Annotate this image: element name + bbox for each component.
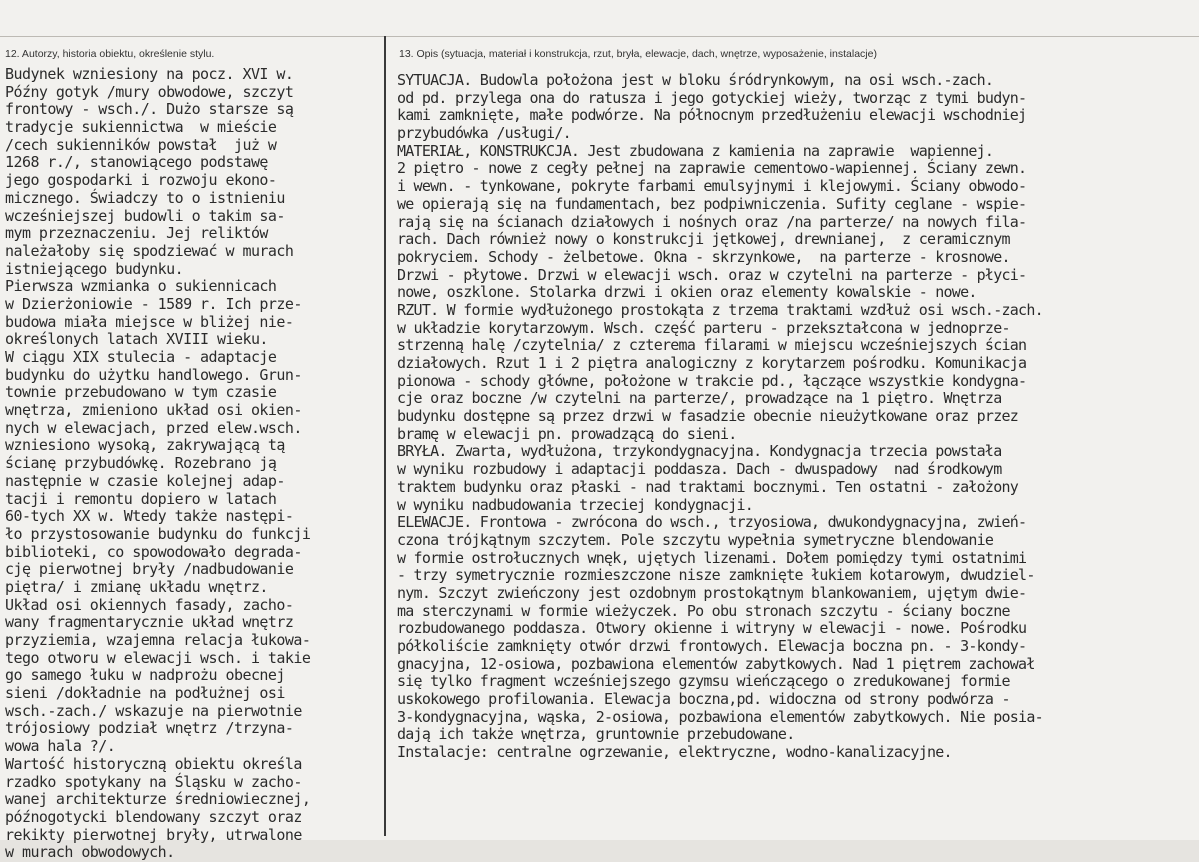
description-text-line: działowych. Rzut 1 i 2 piętra analogiczny z korytarzem pośrodku. Komunikacja <box>397 354 1027 372</box>
history-text-line: późnogotycki blendowany szczyt oraz <box>5 807 302 826</box>
history-text-line: W ciągu XIX stulecia - adaptacje <box>5 348 277 366</box>
description-text-line: Instalacje: centralne ogrzewanie, elektryczne, wodno-kanalizacyjne. <box>397 743 952 762</box>
history-text-line: nych w elewacjach, przed elew.wsch. <box>5 418 302 437</box>
history-text-line: w murach obwodowych. <box>5 843 175 862</box>
description-text-line: ma sterczynami w formie wieżyczek. Po obu stronach szczytu - ściany boczne <box>397 601 1010 620</box>
description-text-line: MATERIAŁ, KONSTRUKCJA. Jest zbudowana z kamienia na zaprawie wapiennej. <box>397 141 994 160</box>
description-text-line: Drzwi - płytowe. Drzwi w elewacji wsch. oraz w czytelni na parterze - płyci- <box>397 265 1027 284</box>
history-text-line: tacji i remontu dopiero w latach <box>5 489 277 508</box>
history-text-line: istniejącego budynku. <box>5 259 184 278</box>
history-text-line: /cech sukienników powstał już w <box>5 135 277 154</box>
section-13-header: 13. Opis (sytuacja, materiał i konstrukcja, rzut, bryła, elewacje, dach, wnętrze, wyposażenie, instalacje) <box>399 48 877 60</box>
description-text-line: i wewn. - tynkowane, pokryte farbami emulsyjnymi i klejowymi. Ściany obwodo- <box>397 177 1027 196</box>
description-text-line: przybudówka /usługi/. <box>397 124 571 143</box>
description-text-line: nym. Szczyt zwieńczony jest ozdobnym prostokątnym blankowaniem, ujętym dwie- <box>397 583 1027 602</box>
description-text-line: cje oraz boczne /w czytelni na parterze/, prowadzące na 1 piętro. Wnętrza <box>397 389 1002 408</box>
history-text-line: należałoby się spodziewać w murach <box>5 241 294 260</box>
history-text-line: Budynek wzniesiony na pocz. XVI w. <box>5 66 294 83</box>
description-text-line: w wyniku rozbudowy i adaptacji poddasza. Dach - dwuspadowy nad środkowym <box>397 460 1002 479</box>
history-text-line: wanej architekturze średniowiecznej, <box>5 790 311 809</box>
history-text-line: tradycje sukiennictwa w mieście <box>5 118 277 137</box>
history-text-line: wany fragmentarycznie układ wnętrz <box>5 613 294 632</box>
history-text-line: jego gospodarki i rozwoju ekono- <box>5 171 277 190</box>
history-text-line: Późny gotyk /mury obwodowe, szczyt <box>5 82 294 101</box>
top-rule <box>0 36 1199 37</box>
description-text-line: w formie ostrołucznych wnęk, ujętych lizenami. Dołem pomiędzy tymi ostatnimi <box>397 548 1027 567</box>
description-text-line: czona trójkątnym szczytem. Pole szczytu wypełnia symetryczne blendowanie <box>397 530 994 549</box>
history-text-line: budowa miała miejsce w bliżej nie- <box>5 312 294 331</box>
description-text-line: 3-kondygnacyjna, wąska, 2-osiowa, pozbawiona elementów zabytkowych. Nie posia- <box>397 707 1043 726</box>
description-text-line: 2 piętro - nowe z cegły pełnej na zaprawie cementowo-wapiennej. Ściany zewn. <box>397 159 1027 178</box>
history-text-line: cję pierwotnej bryły /nadbudowanie <box>5 560 294 579</box>
description-text-line: w wyniku nadbudowania trzeciej kondygnacji. <box>397 495 754 514</box>
description-text-line: ELEWACJE. Frontowa - zwrócona do wsch., trzyosiowa, dwukondygnacyjna, zwień- <box>397 513 1027 532</box>
description-text-line: rają się na ścianach działowych i nośnych oraz /na parterze/ na nowych fila- <box>397 212 1027 231</box>
history-text-column <box>5 66 381 862</box>
description-text-line: budynku dostępne są przez drzwi w fasadzie obecnie nieużytkowane oraz przez <box>397 407 1019 426</box>
history-text-line: określonych latach XVIII wieku. <box>5 330 268 349</box>
description-text-line: od pd. przylega ona do ratusza i jego gotyckiej wieży, tworząc z tymi budyn- <box>397 88 1027 107</box>
history-text-line: Układ osi okiennych fasady, zacho- <box>5 595 294 614</box>
history-text-line: townie przebudowano w tym czasie <box>5 383 277 402</box>
history-text-line: biblioteki, co spowodowało degrada- <box>5 542 302 561</box>
description-text-line: pokryciem. Schody - żelbetowe. Okna - skrzynkowe, na parterze - krosnowe. <box>397 247 1010 266</box>
description-text-line: się tylko fragment wcześniejszego gzymsu wieńczącego o zredukowanej formie <box>397 672 1010 691</box>
history-text-line: wowa hala ?/. <box>5 737 116 756</box>
history-text-line: 1268 r./, stanowiącego podstawę <box>5 153 268 172</box>
history-text-line: wzniesiono wysoką, zakrywającą tą <box>5 436 285 455</box>
description-text-line: nowe, oszklone. Stolarka drzwi i okien oraz elementy kowalskie - nowe. <box>397 283 977 302</box>
description-text-line: rozbudowanego poddasza. Otwory okienne i witryny w elewacji - nowe. Pośrodku <box>397 619 1027 638</box>
section-12-header: 12. Autorzy, historia obiektu, określenie stylu. <box>5 48 215 60</box>
description-text-line: traktem budynku oraz płaski - nad traktami bocznymi. Ten ostatni - założony <box>397 477 1019 496</box>
history-text-line: rzadko spotykany na Śląsku w zacho- <box>5 772 302 791</box>
history-text-line: piętra/ i zmianę układu wnętrz. <box>5 577 268 596</box>
description-text-line: dają ich także wnętrza, gruntownie przebudowane. <box>397 725 795 744</box>
description-text-line: - trzy symetrycznie rozmieszczone nisze zamknięte łukiem kotarowym, dwudziel- <box>397 566 1035 585</box>
description-text-line: w układzie korytarzowym. Wsch. część parteru - przekształcona w jednoprze- <box>397 318 1010 337</box>
history-text-line: wsch.-zach./ wskazuje na pierwotnie <box>5 701 302 720</box>
history-text-line: Wartość historyczną obiektu określa <box>5 754 302 773</box>
history-text-line: ścianę przybudówkę. Rozebrano ją <box>5 454 277 473</box>
history-text-line: rekikty pierwotnej bryły, utrwalone <box>5 825 302 844</box>
history-text-line: wcześniejszej budowli o takim sa- <box>5 206 285 225</box>
description-text-line: uskokowego profilowania. Elewacja boczna,pd. widoczna od strony podwórza - <box>397 690 1010 709</box>
history-text-line: frontowy - wsch./. Dużo starsze są <box>5 100 294 119</box>
column-divider <box>384 36 386 836</box>
description-text-line: RZUT. W formie wydłużonego prostokąta z trzema traktami wzdłuż osi wsch.-zach. <box>397 300 1043 319</box>
history-text-line: go samego łuku w nadprożu obecnej <box>5 666 285 685</box>
history-text-line: sieni /dokładnie na podłużnej osi <box>5 684 285 703</box>
history-text-line: mym przeznaczeniu. Jej reliktów <box>5 224 268 243</box>
history-text-line: tego otworu w elewacji wsch. i takie <box>5 648 311 667</box>
history-text-line: Pierwsza wzmianka o sukiennicach <box>5 277 277 296</box>
description-text-line: bramę w elewacji pn. prowadzącą do sieni. <box>397 424 737 443</box>
history-text-line: w Dzierżoniowie - 1589 r. Ich prze- <box>5 294 302 313</box>
description-text-line: rach. Dach również nowy o konstrukcji jętkowej, drewnianej, z ceramicznym <box>397 230 1010 249</box>
history-text-line: ło przystosowanie budynku do funkcji <box>5 524 311 543</box>
description-text-line: pionowa - schody główne, położone w trakcie pd., łączące wszystkie kondygna- <box>397 371 1027 390</box>
description-text-column <box>397 72 1197 762</box>
description-text-line: strzenną halę /czytelnia/ z czterema filarami w miejscu wcześniejszych ścian <box>397 336 1027 355</box>
history-text-line: trójosiowy podział wnętrz /trzyna- <box>5 719 294 738</box>
history-text-line: następnie w czasie kolejnej adap- <box>5 471 285 490</box>
description-text-line: we opierają się na fundamentach, bez podpiwniczenia. Sufity ceglane - wspie- <box>397 194 1027 213</box>
description-text-line: kami zamknięte, małe podwórze. Na północnym przedłużeniu elewacji wschodniej <box>397 106 1027 125</box>
description-text-line: SYTUACJA. Budowla położona jest w bloku śródrynkowym, na osi wsch.-zach. <box>397 72 994 89</box>
history-text-line: budynku do użytku handlowego. Grun- <box>5 365 302 384</box>
description-text-line: gnacyjna, 12-osiowa, pozbawiona elementów zabytkowych. Nad 1 piętrem zachował <box>397 654 1035 673</box>
history-text-line: 60-tych XX w. Wtedy także następi- <box>5 507 294 526</box>
description-text-line: BRYŁA. Zwarta, wydłużona, trzykondygnacyjna. Kondygnacja trzecia powstała <box>397 442 1002 461</box>
history-text-line: micznego. Świadczy to o istnieniu <box>5 188 285 207</box>
history-text-line: wnętrza, zmieniono układ osi okien- <box>5 401 302 420</box>
description-text-line: półkoliście zamknięty otwór drzwi frontowych. Elewacja boczna pn. - 3-kondy- <box>397 637 1027 655</box>
history-text-line: przyziemia, wzajemna relacja łukowa- <box>5 631 311 649</box>
